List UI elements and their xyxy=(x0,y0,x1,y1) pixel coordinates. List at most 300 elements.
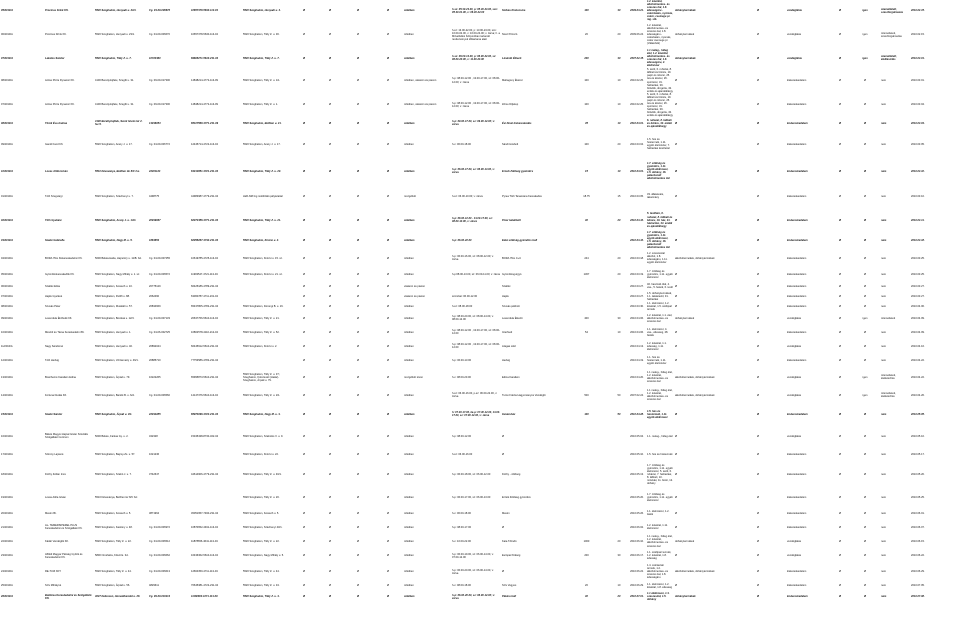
cell-field-d: Ø xyxy=(386,525,390,529)
cell-capacity xyxy=(610,339,628,353)
cell-capacity: 15 xyxy=(617,194,621,198)
cell-field-f: Ø xyxy=(838,238,842,242)
cell-start-date: 2010.06.22. xyxy=(630,570,644,574)
cell-field-c: Ø xyxy=(356,539,360,543)
cell-tax-number: 76645381-4722-231-04 xyxy=(191,584,219,588)
cell-notes: nem xyxy=(881,284,887,288)
cell-field-e: Ø xyxy=(756,56,760,60)
cell-shop-address: 5520 Szeghalom, Tildy Z. u. 44. xyxy=(243,570,280,574)
cell-shop-address: 5520 Szeghalom, Kinizsi u. 2. xyxy=(243,344,278,348)
cell-shop-name: BORA ITAL C+C xyxy=(502,256,522,260)
cell-start-date: 2010.06.29. xyxy=(630,584,644,588)
cell-opening-hours: h-v: 06.00-18.00 xyxy=(452,142,471,146)
cell-business-address: 5600 Békés, Farkas Gy. u. 2. xyxy=(95,434,129,438)
cell-registration-number: 05/2010/A xyxy=(1,9,13,13)
cell-field-e: Ø xyxy=(756,142,760,146)
cell-business-name: Tóth Szegvárgi xyxy=(45,194,63,198)
cell-field-e: Ø xyxy=(756,121,760,125)
cell-company-reg-number: Cg. 04-09-006512 xyxy=(149,539,170,543)
cell-registration-number: 26/2010/A xyxy=(1,595,13,599)
cell-floor-area: 1307 xyxy=(583,272,590,276)
cell-capacity: 20 xyxy=(617,539,621,543)
cell-business-name: Szirony Lajosné xyxy=(45,452,64,456)
cell-notes: nem xyxy=(881,330,887,334)
cell-start-date: 2010.03.10. xyxy=(630,218,644,222)
cell-entry-date: 2010.03.25. xyxy=(911,256,925,260)
cell-field-f: Ø xyxy=(838,472,842,476)
cell-excise-products: Ø xyxy=(675,169,678,173)
cell-business-name: Török Éva Andrea xyxy=(45,121,68,125)
cell-registration-number: 04/2010/A xyxy=(1,256,13,260)
cell-excise-products: Ø xyxy=(675,284,678,288)
cell-floor-area xyxy=(563,281,610,291)
cell-business-name: Szív Mihályné xyxy=(45,584,62,588)
cell-field-d: Ø xyxy=(386,256,390,260)
cell-floor-area: 200 xyxy=(584,56,589,60)
cell-field-a: Ø xyxy=(302,78,306,82)
cell-business-address: 4100 Berettyóújfalu, Szent István tér 2. fsz.5. xyxy=(95,120,143,127)
cell-field-e: Ø xyxy=(756,272,760,276)
cell-entry-date: 2010.03.18. xyxy=(911,238,925,242)
cell-field-f: Ø xyxy=(838,375,842,379)
cell-field-f: Ø xyxy=(838,495,842,499)
cell-shop-address: 5520 Szeghalom, Tildy Z. u. 20. xyxy=(243,495,280,499)
cell-registration-number: 12/2010/A xyxy=(1,358,13,362)
cell-business-name: Békés Megyei Hajnal István Szociális Szolgáltató Centrum xyxy=(45,433,88,440)
cell-start-date: 2010.03.01. xyxy=(630,121,644,125)
cell-field-a: Ø xyxy=(302,194,306,198)
cell-capacity xyxy=(610,281,628,291)
cell-business-address: 5520 Szeghalom, Nagy M. u. 5. xyxy=(95,238,133,242)
cell-tax-number: 14848214-4772-113-09 xyxy=(191,103,218,107)
cell-company-reg-number: 20885710 xyxy=(149,358,161,362)
cell-activity-type: kiskereskedelem xyxy=(787,218,808,222)
cell-floor-area xyxy=(563,507,610,519)
cell-field-d: Ø xyxy=(386,169,390,173)
cell-field-e: Ø xyxy=(756,393,760,397)
cell-field-f: Ø xyxy=(838,121,842,125)
cell-opening-hours xyxy=(451,281,501,291)
cell-field-g: Ø xyxy=(863,284,867,288)
cell-excise-products: Ø xyxy=(675,142,678,146)
cell-capacity: 20 xyxy=(617,33,621,37)
cell-field-a: Ø xyxy=(302,272,306,276)
cell-shop-name: Hajdu xyxy=(502,294,509,298)
cell-field-d: Ø xyxy=(386,272,390,276)
cell-field-g: Ø xyxy=(863,256,867,260)
cell-field-b: Ø xyxy=(328,316,332,320)
cell-field-b: Ø xyxy=(328,33,332,37)
cell-shop-address: 5520 Szeghalom, Tildy Z. u. 4. xyxy=(243,595,280,599)
cell-notes: nem xyxy=(881,238,887,242)
cell-field-e: Ø xyxy=(756,434,760,438)
cell-opening-hours: h-v: 06.00-18.00 xyxy=(452,511,471,515)
cell-entry-date: 2010.03.01. xyxy=(911,78,925,82)
cell-shop-name: Interfood xyxy=(502,330,513,334)
cell-tax-number: 12445714-4722-113-04 xyxy=(191,142,218,146)
cell-activity-type: kiskereskedelem xyxy=(787,511,807,515)
cell-business-address: 5520 Szeghalom, Bocskai u. 12/3. xyxy=(95,316,135,320)
cell-capacity xyxy=(610,564,628,580)
cell-shop-name: Szuvás pékbolt xyxy=(502,304,520,308)
cell-shop-name: Mahagony Ékszer xyxy=(502,78,523,82)
cell-start-date: 2010.02.25. xyxy=(630,78,644,82)
cell-sales-method: üzletben xyxy=(404,33,414,37)
cell-sales-method: üzletben xyxy=(404,452,414,456)
cell-field-g: Ø xyxy=(863,554,867,558)
cell-activity-type: vendéglátás xyxy=(787,393,801,397)
cell-company-reg-number: 20939067 xyxy=(149,218,161,222)
table-row xyxy=(0,209,960,231)
cell-shop-name: Eden zöldség-gyümölcs bolt xyxy=(502,238,538,242)
cell-floor-area xyxy=(563,301,610,311)
cell-field-b: Ø xyxy=(328,169,332,173)
cell-floor-area: 15 xyxy=(585,169,588,173)
cell-activity-type: kiskereskedelem xyxy=(787,103,807,107)
cell-field-a: Ø xyxy=(302,142,306,146)
cell-opening-hours: h-sz: 06.00-16.00, p-sz: 06.00-22.00, v: zárva xyxy=(452,392,498,399)
cell-company-reg-number: 20892044 xyxy=(149,344,161,348)
cell-product-categories: 1.2. kávéital, alkoholmentes- és szeszes ital, 1.8. édességáru - cukorkaáru, nyomás, cukor, csemege pr. rág. stb. xyxy=(647,0,673,22)
cell-sales-method: üzletben xyxy=(404,316,414,320)
table-row xyxy=(0,93,960,117)
cell-field-e: Ø xyxy=(756,344,760,348)
cell-tax-number: 69608271-5610-231-04 xyxy=(191,56,219,60)
cell-company-reg-number: 3871964 xyxy=(149,511,160,515)
cell-product-categories: 1.1. élelmiszer, 4. vas-, édesség, 28. festék xyxy=(647,327,669,337)
cell-sales-method: mozgóbolt xyxy=(404,194,416,198)
cell-excise-products: dohánytermékek xyxy=(675,595,696,599)
cell-sales-method: vásáron és piacon xyxy=(404,284,426,288)
cell-field-b: Ø xyxy=(328,256,332,260)
cell-company-reg-number: 3742647 xyxy=(149,472,160,476)
cell-product-categories: 1.2. kávéital, 1.1. étel, alkoholmentes- és szeszes ital xyxy=(647,313,673,323)
cell-shop-address: 5520 Szeghalom, Nagy Mihály u. 5. xyxy=(243,554,284,558)
cell-entry-date: 2010.03.01. xyxy=(911,56,925,60)
cell-product-categories: 6. ruházat, 8. lábbeli és bőráru, 43. emlék és ajándéktárgy xyxy=(647,118,672,128)
table-row xyxy=(0,564,960,580)
cell-opening-hours: h-sz: 05.30-23.00, p: 05.30-24.00, szo: 05.30-01.00, v: 06.30-22.00 xyxy=(452,7,498,14)
cell-entry-date: 2010.04.22. xyxy=(911,358,925,362)
cell-field-b: Ø xyxy=(328,539,332,543)
cell-tax-number: 65995873-5610-231-04 xyxy=(191,375,219,379)
table-row xyxy=(0,68,960,92)
cell-field-f: Ø xyxy=(838,539,842,543)
cell-opening-hours: h-p: 06.00-17.00, sz: 06.00-13.00 xyxy=(452,495,491,499)
cell-entry-date: 2010.03.27. xyxy=(911,284,925,288)
cell-business-address: 5520 Szeghalom, Szabó J. u. 7. xyxy=(95,472,132,476)
cell-shop-name: Ø xyxy=(502,570,505,574)
cell-product-categories: 1.5. dohánytermékek, 1.1. lakástextil, 31. háztartási xyxy=(647,291,672,301)
cell-start-date: 2010.02.25. xyxy=(630,103,644,107)
cell-start-date: 2010.03.04. xyxy=(630,142,644,146)
cell-start-date: 2010.05.10. xyxy=(630,452,644,456)
cell-field-b: Ø xyxy=(328,272,332,276)
cell-capacity xyxy=(610,291,628,301)
cell-field-b: Ø xyxy=(328,284,332,288)
cell-tax-number: 45051957-7490-231-04 xyxy=(191,511,219,515)
cell-notes: nem xyxy=(881,539,887,543)
cell-field-g: Ø xyxy=(863,511,867,515)
table-row xyxy=(0,339,960,353)
cell-entry-date: 2010.03.10. xyxy=(911,169,925,173)
cell-business-address: 5520 Szeghalom, Hunyadi u. 23/1. xyxy=(95,33,135,37)
cell-field-d: Ø xyxy=(386,103,390,107)
cell-field-c: Ø xyxy=(356,412,360,416)
cell-field-c: Ø xyxy=(356,452,360,456)
cell-notes: nem xyxy=(881,495,887,499)
cell-field-e: Ø xyxy=(756,238,760,242)
cell-business-address: 5520 Szeghalom, Vörösmarty u. 46/1. xyxy=(95,358,139,362)
cell-tax-number: 65974096-4722-231-04 xyxy=(191,412,219,416)
cell-opening-hours: h-p: 08.00-12.00 , 13.00-17.00, sz: 08.00-12.00 xyxy=(452,329,500,336)
cell-registration-number: 19/2010/A xyxy=(1,495,13,499)
cell-opening-hours: h-p: 08.00-12.00 - 13.00-17.00, sz: 08.00-12.00, v: zárva xyxy=(452,217,493,224)
cell-start-date: 2010.07.01. xyxy=(630,595,644,599)
cell-entry-date: 2010.05.17. xyxy=(911,452,925,456)
cell-field-c: Ø xyxy=(356,284,360,288)
cell-excise-products: alkoholtermékek, dohánytermékek xyxy=(675,256,715,260)
cell-entry-date: 2010.05.20. xyxy=(911,472,925,476)
cell-field-f: Ø xyxy=(838,304,842,308)
cell-notes: üzemeltetett, ételkészítés xyxy=(881,374,896,381)
cell-start-date: 2010.04.20. xyxy=(630,375,644,379)
cell-notes: üzemeltetett, szeszforgalmazás xyxy=(881,7,904,14)
cell-shop-name: Zöme Díjtelep xyxy=(502,103,519,107)
cell-field-g: Ø xyxy=(863,142,867,146)
cell-field-f: Ø xyxy=(838,169,842,173)
cell-business-address: 5520 Szeghalom, Tildy Z. u. 7. xyxy=(95,56,132,60)
cell-business-address: 5520 Szeghalom, Arany J. u. 17. xyxy=(95,142,133,146)
cell-field-d: Ø xyxy=(386,472,390,476)
cell-entry-date: 2010.04.06. xyxy=(911,304,925,308)
cell-notes: nem xyxy=(881,272,887,276)
cell-notes: nem xyxy=(881,511,887,515)
cell-notes: nem xyxy=(881,554,887,558)
cell-opening-hours: h-p: 06.00-22.00 xyxy=(452,238,472,242)
cell-activity-type: vendéglátás xyxy=(787,316,801,320)
cell-excise-products: Ø xyxy=(675,495,678,499)
cell-notes: nem xyxy=(881,256,887,260)
cell-tax-number: 62058267-4742-231-04 xyxy=(191,238,219,242)
cell-tax-number: 66425186-4789-231-04 xyxy=(191,284,219,288)
cell-product-categories: 1.2. szeszesital alkohol, 1.8. édességáru, 1.11. egyéb élelmiszer xyxy=(647,252,668,265)
cell-field-f: Ø xyxy=(838,56,842,60)
cell-capacity xyxy=(610,301,628,311)
cell-business-address: 5520 Szeghalom, Tildy Z. u. 22. xyxy=(95,539,132,543)
cell-excise-products: Ø xyxy=(675,412,678,416)
cell-field-g: Ø xyxy=(863,103,867,107)
table-row xyxy=(0,249,960,267)
cell-field-g: Ø xyxy=(863,595,867,599)
table-row xyxy=(0,519,960,535)
cell-business-name: Lakatos Sándor xyxy=(45,56,65,60)
cell-tax-number: 14147376-5610-113-04 xyxy=(191,393,218,397)
cell-field-f: Ø xyxy=(838,358,842,362)
cell-tax-number: 14848214-4772-113-09 xyxy=(191,78,218,82)
cell-excise-products: alkoholtermékek, dohánytermékek xyxy=(675,570,715,574)
cell-excise-products: Ø xyxy=(675,78,678,82)
cell-business-address: 4027 Debrecen, Honvédkerület u. 28. xyxy=(95,595,141,599)
cell-registration-number: 09/2010/A xyxy=(1,316,13,320)
cell-business-name: Szabó Gabriella xyxy=(45,238,65,242)
cell-field-c: Ø xyxy=(356,272,360,276)
cell-activity-type: kiskereskedelem xyxy=(787,472,807,476)
cell-field-f: Ø xyxy=(838,412,842,416)
cell-activity-type: kiskereskedelem xyxy=(787,304,807,308)
cell-activity-type: vendéglátás xyxy=(787,539,801,543)
cell-field-a: Ø xyxy=(302,294,306,298)
cell-floor-area xyxy=(563,353,610,367)
cell-tax-number: 63013851-4721-231-04 xyxy=(191,169,219,173)
cell-company-reg-number: 22032285 xyxy=(149,412,161,416)
cell-shop-address: 5520 Szeghalom, Tildy Z. u. 7. xyxy=(243,56,280,60)
cell-business-name: Tóth Hedvig xyxy=(45,358,59,362)
cell-field-d: Ø xyxy=(386,412,390,416)
cell-sales-method: üzletben xyxy=(404,539,414,543)
cell-floor-area: 200 xyxy=(584,554,589,558)
cell-activity-type: kiskereskedelem xyxy=(787,294,807,298)
cell-business-name: Lovas Attila István xyxy=(45,495,66,499)
cell-notes: nem xyxy=(881,584,887,588)
cell-opening-hours: h: 07.30-17.00, ke-p: 07.30-12.00, 13.00-17.00, sz: 07.00-12.00, v: zárva xyxy=(452,411,501,418)
cell-field-a: Ø xyxy=(302,495,306,499)
cell-floor-area: 100 xyxy=(584,103,589,107)
cell-shop-address: 5520 Szeghalom, Széchenyi 43/1. xyxy=(243,525,283,529)
cell-field-g: Ø xyxy=(863,121,867,125)
cell-shop-name: Lilagas sütő xyxy=(502,344,516,348)
cell-shop-name: Gyümölcsgurgyó xyxy=(502,272,522,276)
cell-field-d: Ø xyxy=(386,142,390,146)
cell-field-e: Ø xyxy=(756,218,760,222)
cell-notes: nem xyxy=(881,358,887,362)
table-row xyxy=(0,267,960,281)
cell-field-c: Ø xyxy=(356,169,360,173)
cell-field-f: Ø xyxy=(838,194,842,198)
cell-field-e: Ø xyxy=(756,511,760,515)
table-row xyxy=(0,129,960,159)
cell-product-categories: 46. használt cikk, 4. vas-, 5. festék, 6. textil xyxy=(647,283,673,290)
cell-floor-area: 100 xyxy=(584,412,589,416)
cell-opening-hours: h-p:08.00-13.00, sz: 06.00-11.00; v: zárva xyxy=(452,272,500,276)
cell-field-c: Ø xyxy=(356,256,360,260)
cell-activity-type: kiskereskedelem xyxy=(787,358,807,362)
cell-activity-type: kiskereskedelem xyxy=(787,272,807,276)
cell-field-e: Ø xyxy=(756,584,760,588)
cell-sales-method: üzletben xyxy=(404,525,414,529)
cell-business-name: Alföldi Magyar Pékség Győrik és Kereskedelmi Kft. xyxy=(45,552,83,559)
cell-capacity: 30 xyxy=(617,9,621,13)
cell-field-b: Ø xyxy=(328,330,332,334)
cell-field-f: Ø xyxy=(838,584,842,588)
cell-shop-name: Levendula Étkező xyxy=(502,316,523,320)
cell-floor-area: 1000 xyxy=(583,539,590,543)
cell-entry-date: 2010.07.08. xyxy=(911,595,925,599)
cell-field-d: Ø xyxy=(386,294,390,298)
cell-product-categories: 1.1. meleg-, hideg étel xyxy=(647,434,673,438)
cell-field-c: Ø xyxy=(356,9,360,13)
cell-field-c: Ø xyxy=(356,330,360,334)
table-row xyxy=(0,325,960,339)
cell-field-e: Ø xyxy=(756,284,760,288)
cell-product-categories: 1.1. sütőipari termék, 1.2. kávéital, 1.8. édesség xyxy=(647,550,672,561)
cell-floor-area xyxy=(563,519,610,535)
cell-business-name: Hajdu Gyuláné xyxy=(45,294,63,298)
cell-notes: nem xyxy=(881,169,887,173)
cell-field-a: Ø xyxy=(302,584,306,588)
cell-field-a: Ø xyxy=(302,358,306,362)
cell-field-b: Ø xyxy=(328,452,332,456)
cell-entry-date: 2010.06.15. xyxy=(911,539,925,543)
cell-field-e: Ø xyxy=(756,256,760,260)
cell-field-a: Ø xyxy=(302,525,306,529)
cell-entry-date: 2010.07.05. xyxy=(911,584,925,588)
cell-opening-hours: h-sz: 13.00-22.00, p: 13.00-24.00, szo: 16.00-02.00, v: 16.00-24.00; v. zárva; h. a Művelődési Központban tartandó rendezvények időtartama alatt xyxy=(452,28,500,41)
cell-start-date: 2010.06.10. xyxy=(630,539,644,543)
cell-notes: nem xyxy=(881,78,887,82)
cell-field-f: Ø xyxy=(838,284,842,288)
cell-field-e: Ø xyxy=(756,570,760,574)
cell-field-d: Ø xyxy=(386,238,390,242)
cell-registration-number: 03/2010/A xyxy=(1,238,13,242)
cell-company-reg-number: Cg. 09-09-016314 xyxy=(149,595,171,599)
cell-field-g: igen xyxy=(862,9,868,13)
table-row xyxy=(0,535,960,547)
cell-excise-products: dohánytermékek xyxy=(675,9,696,13)
cell-capacity: 20 xyxy=(617,272,621,276)
cell-field-c: Ø xyxy=(356,56,360,60)
cell-sales-method: üzletben xyxy=(404,272,414,276)
cell-sales-method: üzletben xyxy=(404,595,415,599)
cell-field-g: Ø xyxy=(863,304,867,308)
cell-notes: nem xyxy=(881,142,887,146)
cell-excise-products: Ø xyxy=(675,511,678,515)
cell-tax-number: 11160800-1071-113-09 xyxy=(191,595,218,599)
cell-company-reg-number: Cg. 04-09-006572 xyxy=(149,272,170,276)
table-row xyxy=(0,21,960,48)
cell-registration-number: 09/2010/A xyxy=(1,142,13,146)
cell-product-categories: 33. állatetetés, takarmány xyxy=(647,193,664,200)
cell-business-address: 5520 Szeghalom, Nagy Mihály u. 1. sz. xyxy=(95,272,140,276)
cell-entry-date: 2010.04.09. xyxy=(911,330,925,334)
cell-excise-products: Ø xyxy=(675,294,678,298)
cell-entry-date: 2010.04.26. xyxy=(911,393,925,397)
cell-notes: üzemeltetett, ételkészítés xyxy=(881,392,896,399)
cell-entry-date: 2010.03.27. xyxy=(911,294,925,298)
cell-field-a: Ø xyxy=(302,554,306,558)
cell-field-f: Ø xyxy=(838,525,842,529)
cell-floor-area xyxy=(563,231,610,249)
cell-field-c: Ø xyxy=(356,511,360,515)
cell-field-e: Ø xyxy=(756,358,760,362)
cell-opening-hours: h-v: 10.00-22.00 xyxy=(452,539,471,543)
table-row xyxy=(0,447,960,461)
cell-sales-method: üzletben xyxy=(404,495,414,499)
cell-opening-hours: szombat: 06.00-12.00 xyxy=(452,294,478,298)
cell-field-g: Ø xyxy=(863,294,867,298)
cell-notes: üzemeltetett xyxy=(881,316,896,320)
cell-notes: nem xyxy=(881,412,887,416)
cell-field-f: Ø xyxy=(838,33,842,37)
cell-start-date: 2010.06.17. xyxy=(630,554,644,558)
cell-floor-area xyxy=(563,487,610,507)
cell-field-f: Ø xyxy=(838,393,842,397)
cell-registration-number: 24/2010/A xyxy=(1,570,13,574)
cell-shop-address xyxy=(242,353,291,367)
cell-notes: nem xyxy=(881,121,887,125)
cell-field-e: Ø xyxy=(756,452,760,456)
cell-capacity xyxy=(610,231,628,249)
